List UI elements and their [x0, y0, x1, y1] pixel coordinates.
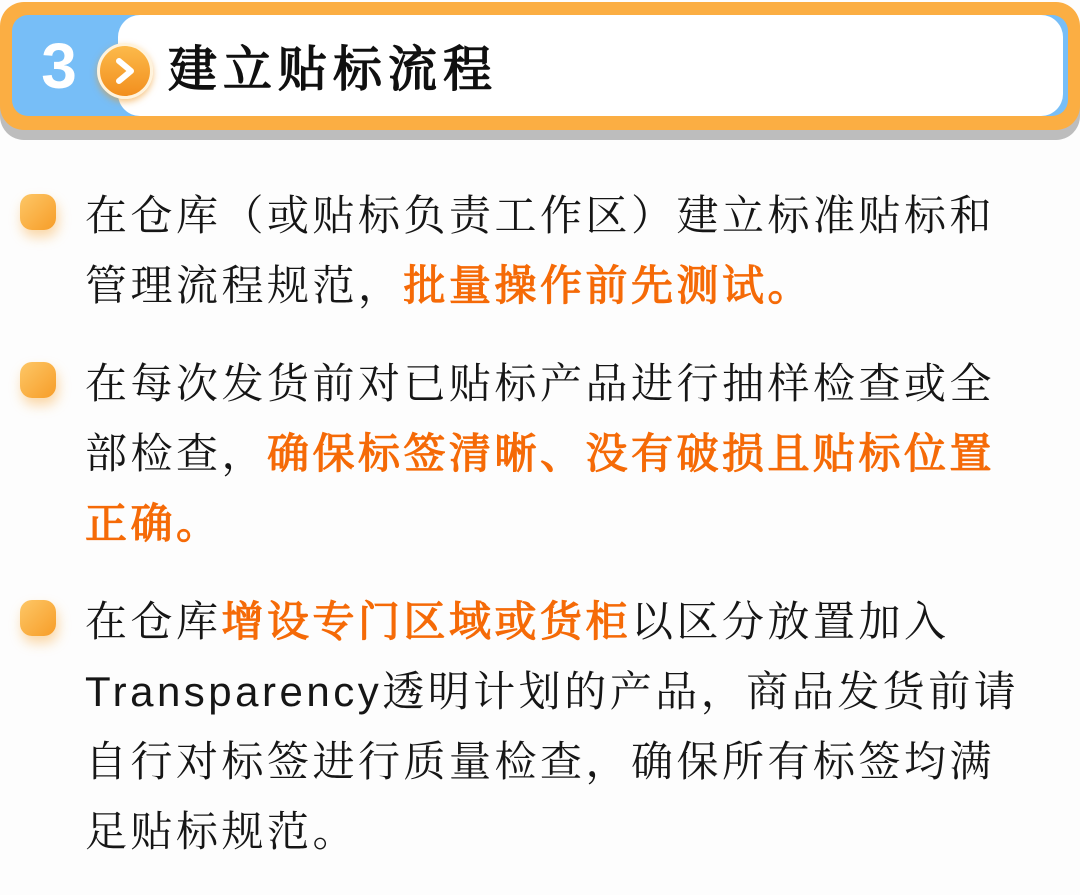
body-text: 在每次发货前对已贴标产品进行抽样检查或全: [85, 360, 996, 407]
bullet-square-icon: [20, 362, 56, 398]
body-text: 以区分放置加入: [631, 598, 950, 645]
body-text: 自行对标签进行质量检查，确保所有标签均满: [85, 738, 996, 785]
bullet-item: [85, 349, 1060, 559]
text-line: [85, 181, 1060, 251]
bullet-item: [85, 181, 1060, 321]
chevron-right-icon: [97, 43, 153, 99]
body-text: Transparency透明计划的产品，商品发货前请: [85, 668, 1020, 715]
highlight-text: 增设专门区域或货柜: [221, 598, 632, 645]
text-line: [85, 251, 1060, 321]
text-line: [85, 797, 1060, 867]
bullet-item: [85, 587, 1060, 867]
body-text: 管理流程规范，: [85, 262, 404, 309]
highlight-text: 确保标签清晰、没有破损且贴标位置: [267, 430, 996, 477]
bullet-square-icon: [20, 194, 56, 230]
text-line: [85, 489, 1060, 559]
text-line: [85, 419, 1060, 489]
highlight-text: 正确。: [85, 500, 222, 547]
text-line: [85, 657, 1060, 727]
section-header-banner: [0, 2, 1080, 130]
bullet-square-icon: [20, 600, 56, 636]
body-text: 部检查，: [85, 430, 268, 477]
section-number: 3: [41, 29, 77, 102]
highlight-text: 批量操作前先测试。: [403, 262, 814, 309]
body-text: 在仓库: [85, 598, 222, 645]
body-text: 足贴标规范。: [85, 808, 359, 855]
body-text: 在仓库（或贴标负责工作区）建立标准贴标和: [85, 192, 996, 239]
text-line: [85, 349, 1060, 419]
text-line: [85, 587, 1060, 657]
text-line: [85, 727, 1060, 797]
bullet-list: [85, 181, 1060, 895]
section-title: 建立贴标流程: [168, 43, 499, 97]
